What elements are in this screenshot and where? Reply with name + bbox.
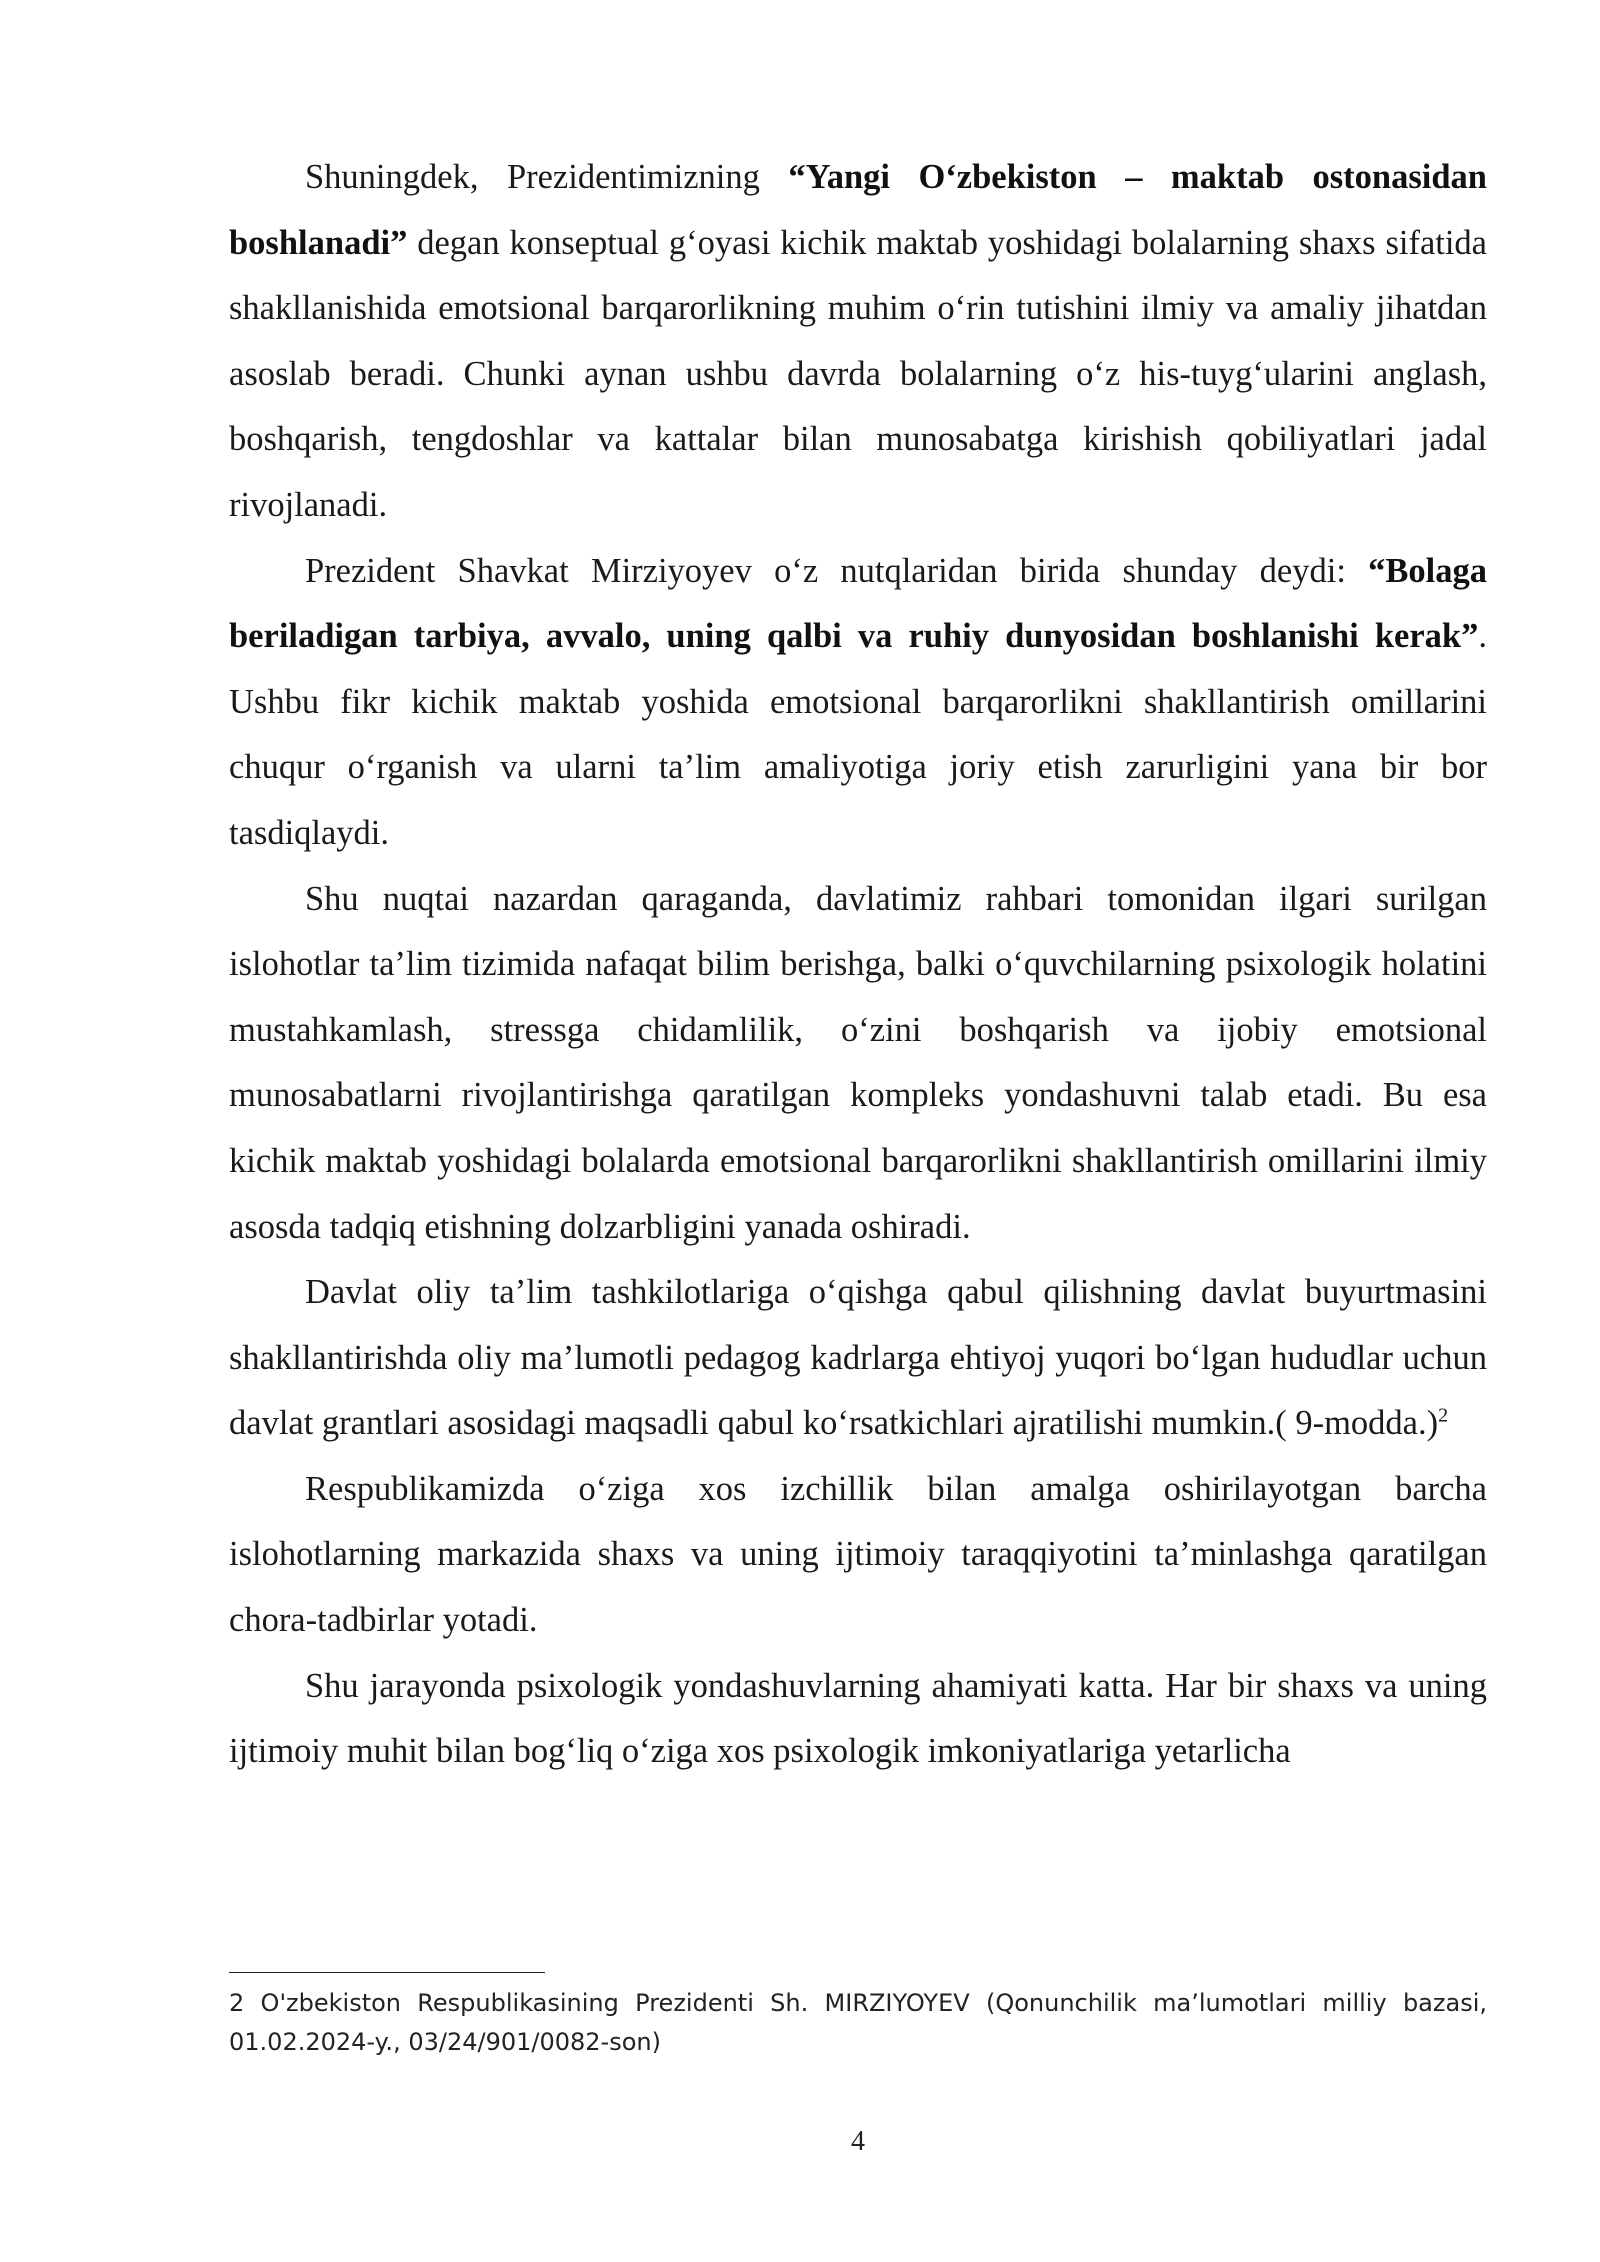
paragraph-1-lead: Shuningdek, Prezidentimizning	[305, 158, 789, 196]
paragraph-6: Shu jarayonda psixologik yondashuvlarning ahamiyati katta. Har bir shaxs va uning ijtimoiy muhit bilan bog‘liq o‘ziga xos psixologik imkoniyatlariga yetarlicha	[229, 1666, 1487, 1771]
paragraph-1	[229, 145, 1487, 539]
footnote: 2 O'zbekiston Respublikasining Prezidenti Sh. MIRZIYOYEV (Qonunchilik ma’lumotlari milliy bazasi, 01.02.2024-y., 03/24/901/0082-son)	[229, 1989, 1487, 2056]
paragraph-4-text: Davlat oliy ta’lim tashkilotlariga o‘qishga qabul qilishning davlat buyurtmasini shakllantirishda oliy ma’lumotli pedagog kadrlarga ehtiyoj yuqori bo‘lgan hududlar uchun davlat grantlari asosidagi maqsadli qabul ko‘rsatkichlari ajratilishi mumkin.( 9-modda.)	[229, 1273, 1487, 1443]
paragraph-2-quote: “Bolaga beriladigan tarbiya, avvalo, uning qalbi va ruhiy dunyosidan boshlanishi kerak”	[229, 551, 1487, 656]
paragraph-5: Respublikamizda o‘ziga xos izchillik bilan amalga oshirilayotgan barcha islohotlarning markazida shaxs va uning ijtimoiy taraqqiyotini ta’minlashga qaratilgan chora-tadbirlar yotadi.	[229, 1469, 1487, 1640]
paragraph-3: Shu nuqtai nazardan qaraganda, davlatimiz rahbari tomonidan ilgari surilgan islohotlar ta’lim tizimida nafaqat bilim berishga, balki o‘quvchilarning psixologik holatini mustahkamlash, stressga chidamlilik, o‘zini boshqarish va ijobiy emotsional munosabatlarni rivojlantirishga qaratilgan kompleks yondashuvni talab etadi. Bu esa kichik maktab yoshidagi bolalarda emotsional barqarorlikni shakllantirish omillarini ilmiy asosda tadqiq etishning dolzarbligini yanada oshiradi.	[229, 879, 1487, 1246]
paragraph-2-lead: Prezident Shavkat Mirziyoyev o‘z nutqlaridan birida shunday deydi:	[305, 551, 1369, 590]
page-number: 4	[851, 2126, 865, 2157]
paragraph-2-rest: . Ushbu fikr kichik maktab yoshida emotsional barqarorlikni shakllantirish omillarini chuqur o‘rganish va ularni ta’lim amaliyotiga joriy etish zarurligini yana bir bor tasdiqlaydi.	[229, 617, 1487, 852]
body-text	[229, 145, 1487, 1785]
paragraph-1-quote: “Yangi O‘zbekiston – maktab ostonasidan boshlanadi”	[229, 158, 1487, 262]
footnote-divider	[229, 1972, 545, 1973]
paragraph-1-rest: degan konseptual g‘oyasi kichik maktab yoshidagi bolalarning shaxs sifatida shakllanishida emotsional barqarorlikning muhim o‘rin tutishini ilmiy va amaliy jihatdan asoslab beradi. Chunki aynan ushbu davrda bolalarning o‘z his-tuyg‘ularini anglash, boshqarish, tengdoshlar va kattalar bilan munosabatga kirishish qobiliyatlari jadal rivojlanadi.	[229, 223, 1487, 524]
paragraph-2	[229, 539, 1487, 867]
footnote-reference[interactable]: 2	[1438, 1404, 1449, 1427]
paragraph-4	[229, 1260, 1487, 1457]
